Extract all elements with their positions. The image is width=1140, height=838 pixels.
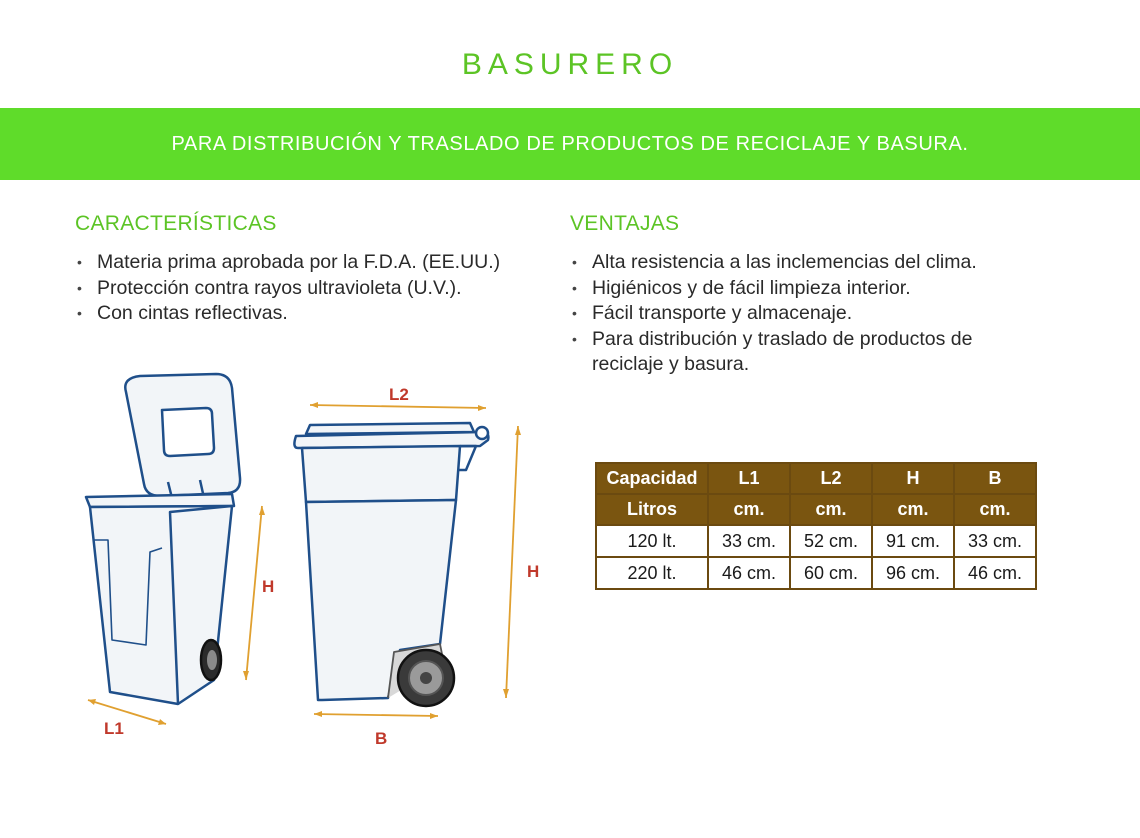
table-cell: 60 cm. bbox=[790, 557, 872, 589]
table-row bbox=[596, 557, 1036, 589]
table-row bbox=[596, 525, 1036, 557]
dim-label-b: B bbox=[375, 729, 388, 748]
list-item: • Alta resistencia a las inclemencias del clima. bbox=[570, 250, 1040, 276]
header-cell: Capacidad bbox=[596, 463, 708, 494]
header-cell: L2 bbox=[790, 463, 872, 494]
list-item: • Higiénicos y de fácil limpieza interior. bbox=[570, 276, 1040, 302]
closed-bin-illustration bbox=[294, 423, 488, 706]
dim-label-l1: L1 bbox=[104, 719, 124, 738]
banner-text: PARA DISTRIBUCIÓN Y TRASLADO DE PRODUCTOS DE RECICLAJE Y BASURA. bbox=[171, 132, 969, 155]
table-cell: 120 lt. bbox=[596, 525, 708, 557]
units-cell: cm. bbox=[708, 494, 790, 525]
open-bin-illustration bbox=[86, 374, 240, 704]
list-item: • Protección contra rayos ultravioleta (U.V.). bbox=[75, 276, 545, 302]
table-cell: 91 cm. bbox=[872, 525, 954, 557]
table-cell: 52 cm. bbox=[790, 525, 872, 557]
table-cell: 46 cm. bbox=[708, 557, 790, 589]
table-units-row bbox=[596, 494, 1036, 525]
list-item: • Fácil transporte y almacenaje. bbox=[570, 301, 1040, 327]
units-cell: cm. bbox=[790, 494, 872, 525]
caracteristicas-heading: CARACTERÍSTICAS bbox=[75, 212, 277, 235]
list-item: • Para distribución y traslado de productos de reciclaje y basura. bbox=[570, 327, 1040, 378]
header-cell: H bbox=[872, 463, 954, 494]
page-title: BASURERO bbox=[461, 48, 679, 81]
dim-label-h-right: H bbox=[527, 562, 540, 581]
dim-label-l2: L2 bbox=[389, 385, 409, 404]
units-cell: Litros bbox=[596, 494, 708, 525]
list-item: • Materia prima aprobada por la F.D.A. (EE.UU.) bbox=[75, 250, 545, 276]
dim-label-h-left: H bbox=[262, 577, 275, 596]
header-cell: L1 bbox=[708, 463, 790, 494]
units-cell: cm. bbox=[872, 494, 954, 525]
units-cell: cm. bbox=[954, 494, 1036, 525]
table-cell: 33 cm. bbox=[708, 525, 790, 557]
table-cell: 33 cm. bbox=[954, 525, 1036, 557]
list-item: • Con cintas reflectivas. bbox=[75, 301, 545, 327]
header-cell: B bbox=[954, 463, 1036, 494]
specs-table bbox=[595, 462, 1037, 590]
ventajas-heading: VENTAJAS bbox=[570, 212, 680, 235]
table-cell: 46 cm. bbox=[954, 557, 1036, 589]
table-header-row bbox=[596, 463, 1036, 494]
table-cell: 96 cm. bbox=[872, 557, 954, 589]
table-cell: 220 lt. bbox=[596, 557, 708, 589]
